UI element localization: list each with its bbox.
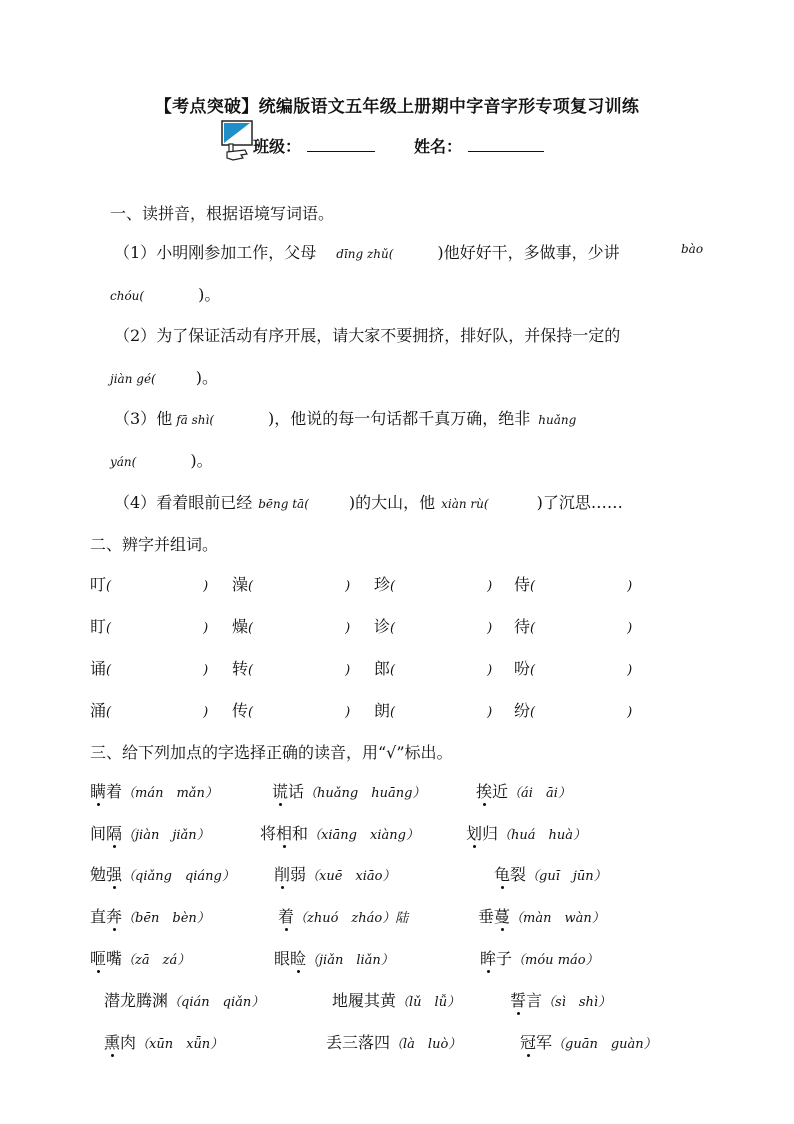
word-group-item: 待( )	[514, 617, 633, 636]
character: 待	[514, 617, 531, 636]
dotted-character: 强	[106, 865, 123, 884]
dotted-character: 奔	[106, 907, 123, 926]
word-group-item: 郎( )	[374, 659, 493, 678]
pronunciation-item[interactable]: 瞒着（mán mǎn）	[90, 782, 218, 801]
question-1-line-2: chóu( )。	[110, 285, 221, 304]
pinyin-options[interactable]: （màn wàn）	[510, 911, 605, 926]
section-1-heading: 一、读拼音，根据语境写词语。	[110, 204, 335, 223]
character: 诊	[374, 617, 391, 636]
dotted-character: 冠	[520, 1033, 537, 1052]
pronunciation-item[interactable]: 直奔（bēn bèn）	[90, 907, 210, 926]
pronunciation-item[interactable]: 挨近（ái āi）	[476, 782, 571, 801]
dotted-character: 划	[466, 824, 483, 843]
word-group-item: 叮( )	[90, 575, 209, 594]
pinyin-options[interactable]: （lǔ lǚ）	[396, 995, 461, 1010]
pronunciation-item[interactable]: 咂嘴（zā zá）	[90, 949, 191, 968]
character: 珍	[374, 575, 391, 594]
character: 侍	[514, 575, 531, 594]
character: 燥	[232, 617, 249, 636]
pinyin-options[interactable]: （sì shì）	[542, 995, 612, 1010]
pronunciation-item[interactable]: 龟裂（guī jūn）	[494, 865, 607, 884]
pinyin-options[interactable]: （xiāng xiàng）	[308, 828, 419, 843]
pronunciation-item[interactable]: 冠军（guān guàn）	[520, 1033, 657, 1052]
character: 叮	[90, 575, 107, 594]
pinyin-options[interactable]: （xūn xǖn）	[136, 1037, 224, 1052]
pronunciation-item[interactable]: 削弱（xuē xiāo）	[274, 865, 396, 884]
dotted-character: 隔	[106, 824, 123, 843]
pinyin-options[interactable]: （xuē xiāo）	[306, 869, 396, 884]
pronunciation-item[interactable]: 谎话（huǎng huāng）	[272, 782, 426, 801]
dotted-character: 蔓	[494, 907, 511, 926]
pinyin-options[interactable]: （zā zá）	[122, 953, 191, 968]
word-group-item: 燥( )	[232, 617, 351, 636]
question-2-line-2: jiàn gé( )。	[110, 368, 218, 387]
pinyin-options[interactable]: （jiǎn liǎn）	[306, 953, 394, 968]
pronunciation-item[interactable]: 丢三落四（là luò）	[326, 1033, 462, 1052]
pronunciation-item[interactable]: 熏肉（xūn xǖn）	[104, 1033, 224, 1052]
pinyin-options[interactable]: （guān guàn）	[552, 1037, 657, 1052]
word-group-item: 涌( )	[90, 701, 209, 720]
dotted-character: 睑	[290, 949, 307, 968]
word-group-item: 传( )	[232, 701, 351, 720]
pinyin-options[interactable]: （mán mǎn）	[122, 786, 218, 801]
dotted-character: 眸	[480, 949, 497, 968]
word-group-item: 珍( )	[374, 575, 493, 594]
class-label: 班级：	[253, 134, 375, 157]
word-group-item: 吩( )	[514, 659, 633, 678]
question-3-line: （3）他 fā shì( )，他说的每一句话都千真万确，绝非 huǎng	[114, 409, 577, 428]
character: 转	[232, 659, 249, 678]
word-group-item: 诵( )	[90, 659, 209, 678]
word-group-item: 澡( )	[232, 575, 351, 594]
dotted-character: 咂	[90, 949, 107, 968]
pinyin-options[interactable]: （ái āi）	[508, 786, 571, 801]
pinyin-options[interactable]: （móu máo）	[512, 953, 599, 968]
character: 诵	[90, 659, 107, 678]
section-2-heading: 二、辨字并组词。	[90, 535, 219, 554]
pinyin-options[interactable]: （jiàn jiǎn）	[122, 828, 210, 843]
pinyin-options[interactable]: （zhuó zháo）陆	[294, 911, 409, 926]
character: 涌	[90, 701, 107, 720]
dotted-character: 瞒	[90, 782, 107, 801]
word-group-item: 转( )	[232, 659, 351, 678]
dotted-character: 龟	[494, 865, 511, 884]
pronunciation-item[interactable]: 潜龙腾渊（qián qiǎn）	[104, 991, 265, 1010]
pronunciation-item[interactable]: 勉强（qiǎng qiáng）	[90, 865, 235, 884]
dotted-character: 削	[274, 865, 291, 884]
dotted-character: 相	[276, 824, 293, 843]
character: 纷	[514, 701, 531, 720]
character: 盯	[90, 617, 107, 636]
pronunciation-item[interactable]: 誓言（sì shì）	[510, 991, 612, 1010]
pinyin-options[interactable]: （qián qiǎn）	[168, 995, 265, 1010]
word-group-item: 盯( )	[90, 617, 209, 636]
pinyin-options[interactable]: （huǎng huāng）	[304, 786, 426, 801]
pinyin-options[interactable]: （là luò）	[390, 1037, 462, 1052]
word-group-item: 朗( )	[374, 701, 493, 720]
word-group-item: 侍( )	[514, 575, 633, 594]
pinyin-options[interactable]: （huá huà）	[498, 828, 587, 843]
word-group-item: 纷( )	[514, 701, 633, 720]
character: 澡	[232, 575, 249, 594]
pronunciation-item[interactable]	[278, 904, 408, 927]
pronunciation-item[interactable]: 间隔（jiàn jiǎn）	[90, 824, 210, 843]
pronunciation-item[interactable]: 划归（huá huà）	[466, 824, 587, 843]
pinyin-options[interactable]: （qiǎng qiáng）	[122, 869, 235, 884]
pinyin-options[interactable]: （bēn bèn）	[122, 911, 210, 926]
word-group-item: 诊( )	[374, 617, 493, 636]
character: 郎	[374, 659, 391, 678]
pronunciation-item[interactable]: 眸子（móu máo）	[480, 949, 599, 968]
page-title: 【考点突破】统编版语文五年级上册期中字音字形专项复习训练	[154, 97, 640, 117]
section-3-heading: 三、给下列加点的字选择正确的读音，用“√”标出。	[90, 743, 453, 762]
name-label: 姓名：	[414, 134, 544, 157]
character: 传	[232, 701, 249, 720]
pronunciation-item[interactable]: 垂蔓（màn wàn）	[478, 907, 605, 926]
pronunciation-item[interactable]: 将相和（xiāng xiàng）	[260, 824, 419, 843]
character: 吩	[514, 659, 531, 678]
dotted-character: 熏	[104, 1033, 121, 1052]
question-2-line: （2）为了保证活动有序开展，请大家不要拥挤，排好队，并保持一定的	[114, 326, 621, 345]
pinyin-options[interactable]: （guī jūn）	[526, 869, 607, 884]
question-1-pinyin-bao: bào	[681, 242, 704, 256]
dotted-character: 着	[278, 907, 295, 926]
question-3-line-2: yán( )。	[110, 451, 213, 470]
character: 朗	[374, 701, 391, 720]
question-1-line: （1）小明刚参加工作，父母 dīng zhǔ( )他好好干，多做事，少讲	[114, 243, 620, 262]
pronunciation-item[interactable]: 地履其黄（lǔ lǚ）	[332, 991, 461, 1010]
dotted-character: 谎	[272, 782, 289, 801]
dotted-character: 挨	[476, 782, 493, 801]
pronunciation-item[interactable]: 眼睑（jiǎn liǎn）	[274, 949, 394, 968]
dotted-character: 誓	[510, 991, 527, 1010]
question-4-line: （4）看着眼前已经 bēng tā( )的大山，他 xiàn rù( )了沉思……	[114, 493, 623, 512]
